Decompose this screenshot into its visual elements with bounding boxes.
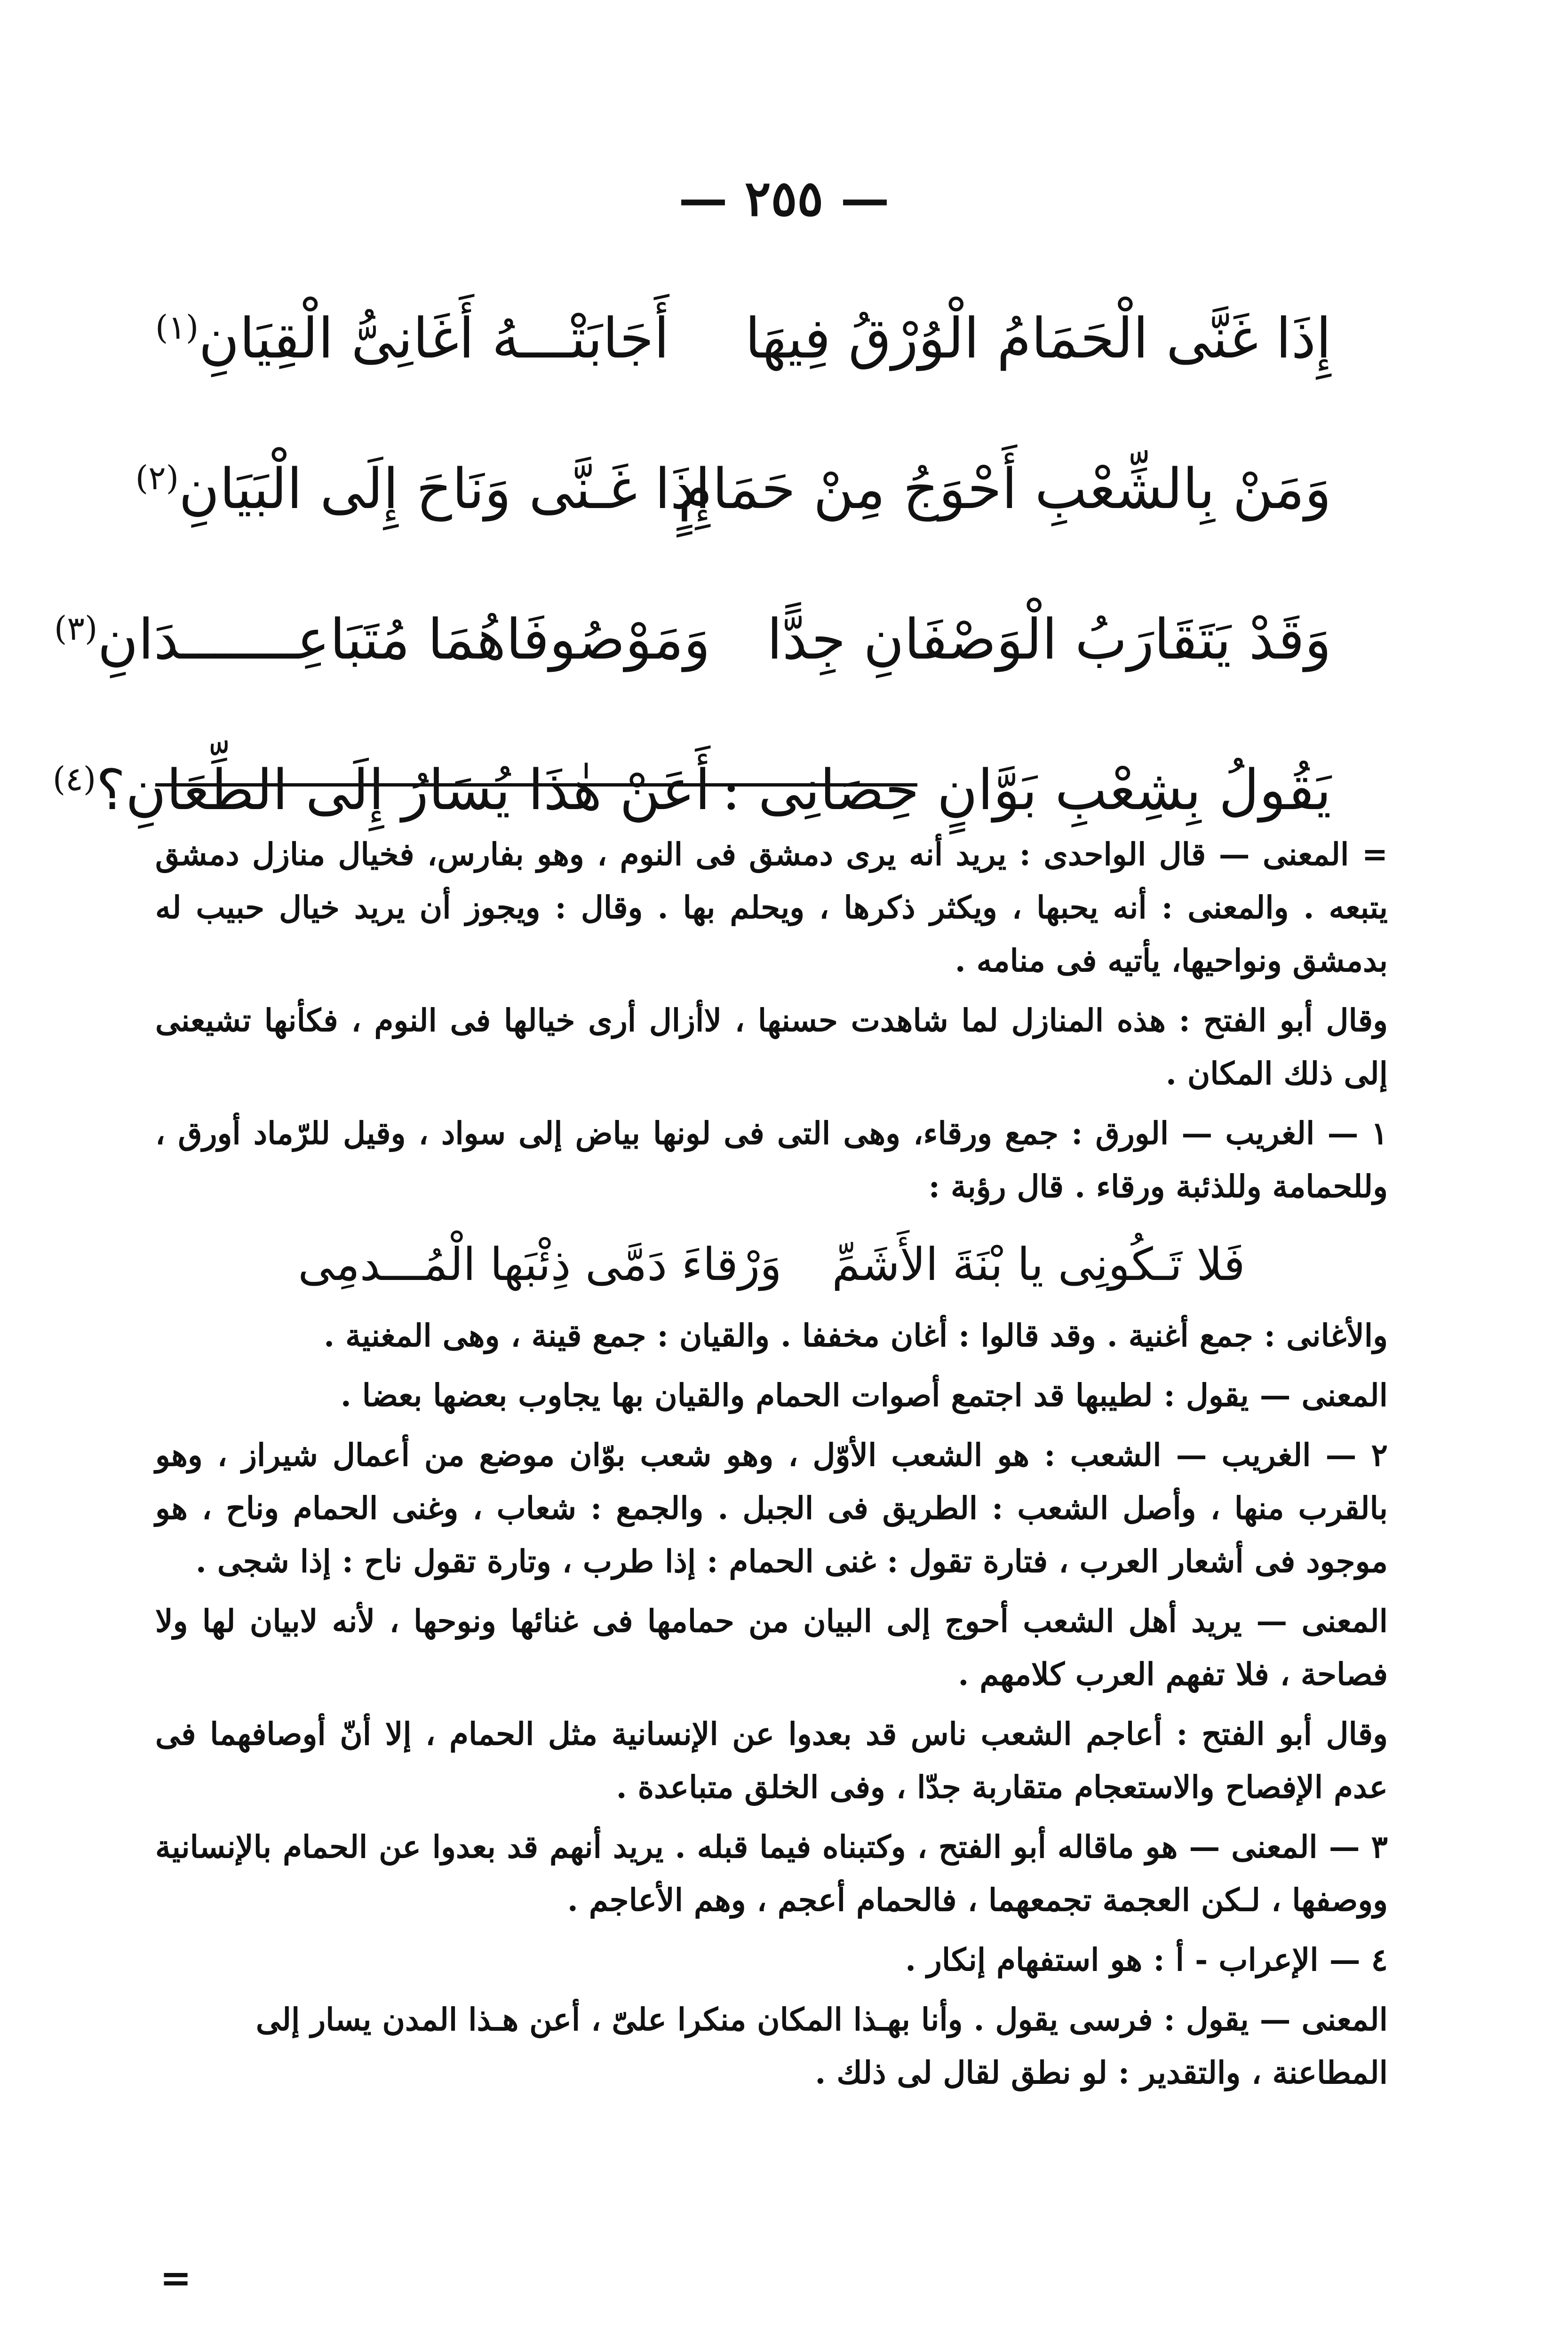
verse-4-first-hemistich: يَقُولُ بِشِعْبِ بَوَّانٍ حِصَانِى : [722,757,1331,823]
verse-3 [54,564,1331,715]
verse-4-second-text: أَعَنْ هٰذَا يُسَارُ إِلَى الطِّعَانِ؟ [96,757,710,823]
footnote-marker-4: (٤) [52,759,96,798]
quoted-verse-rubah [155,1220,1388,1309]
page-number: — ٢٥٥ — [678,169,890,227]
commentary-paragraph-4: والأغانى : جمع أغنية . وقد قالوا : أغان مخففا . والقيان : جمع قينة ، وهى المغنية . [324,1317,1388,1354]
continuation-mark: = [160,2256,192,2300]
commentary-block [155,828,1388,2106]
verse-2 [135,414,1331,564]
verse-3-second-hemistich [54,606,710,673]
commentary-paragraph-5: المعنى — يقول : لطيبها قد اجتمع أصوات الحمام والقيان بها يجاوب بعضها بعضا . [340,1377,1388,1414]
verse-3-first-hemistich: وَقَدْ يَتَقَارَبُ الْوَصْفَانِ جِدًّا [767,607,1331,672]
commentary-paragraph-3: ١ — الغريب — الورق : جمع ورقاء، وهى التى فى لونها بياض إلى سواد ، وقيل للرّماد أورق ، وللحمامة وللذئبة ورقاء . قال رؤبة : [155,1115,1388,1205]
verse-2-second-text: إِذَا غَـنَّى وَنَاحَ إِلَى الْبَيَانِ [179,456,710,522]
verse-1-second-hemistich [155,305,710,372]
verse-1 [155,263,1331,414]
quoted-verse-first-hemistich: فَلا تَـكُونِى يا بْنَةَ الأَشَمِّ [832,1238,1245,1291]
verse-2-first-hemistich: وَمَنْ بِالشِّعْبِ أَحْوَجُ مِنْ حَمَامٍ [678,456,1331,522]
commentary-paragraph-7: المعنى — يريد أهل الشعب أحوج إلى البيان من حمامها فى غنائها ونوحها ، لأنه لابيان لها ولا فصاحة ، فلا تفهم العرب كلامهم . [155,1603,1388,1692]
footnote-marker-2: (٢) [135,458,179,497]
commentary-paragraph-8: وقال أبو الفتح : أعاجم الشعب ناس قد بعدوا عن الإنسانية مثل الحمام ، إلا أنّ أوصافهما فى عدم الإفصاح والاستعجام متقاربة جدّا ، وفى الخلق متباعدة . [155,1716,1388,1805]
commentary-paragraph-6: ٢ — الغريب — الشعب : هو الشعب الأوّل ، وهو شعب بوّان موضع من أعمال شيراز ، وهو بالقرب منها ، وأصل الشعب : الطريق فى الجبل . والجمع : شعاب ، وغنى الحمام وناح ، هو موجود فى أشعار العرب ، فتارة تقول : غنى الحمام : إذا طرب ، وتارة تقول ناح : إذا شجى . [155,1437,1388,1580]
verse-2-second-hemistich [135,456,710,523]
commentary-paragraph-1: = المعنى — قال الواحدى : يريد أنه يرى دمشق فى النوم ، وهو بفارس، فخيال منازل دمشق يتبعه . والمعنى : أنه يحبها ، ويكثر ذكرها ، ويحلم بها . وقال : ويجوز أن يريد خيال حبيب له بدمشق ونواحيها، يأتيه فى منامه . [155,836,1388,979]
verse-4-second-hemistich [52,757,710,824]
footnote-marker-1: (١) [155,308,199,347]
commentary-paragraph-11: المعنى — يقول : فرسى يقول . وأنا بهـذا المكان منكرا علىّ ، أعن هـذا المدن يسار إلى المطاعنة ، والتقدير : لو نطق لقال لى ذلك . [255,2001,1388,2091]
footnote-separator-rule [155,783,917,787]
footnote-marker-3: (٣) [54,609,98,648]
commentary-paragraph-9: ٣ — المعنى — هو ماقاله أبو الفتح ، وكتبناه فيما قبله . يريد أنهم قد بعدوا عن الحمام بالإنسانية ووصفها ، لـكن العجمة تجمعهما ، فالحمام أعجم ، وهم الأعاجم . [155,1828,1388,1918]
quoted-verse-second-hemistich: وَرْقاءَ دَمَّى ذِئْبَها الْمُـــدمِى [298,1238,782,1291]
poem-block [52,263,1331,866]
commentary-paragraph-10: ٤ — الإعراب - أ : هو استفهام إنكار . [905,1941,1388,1978]
verse-3-second-text: وَمَوْصُوفَاهُمَا مُتَبَاعِـــــــدَانِ [97,607,710,672]
verse-1-second-text: أَجَابَتْـــهُ أَغَانِىُّ الْقِيَانِ [199,306,669,371]
commentary-paragraph-2: وقال أبو الفتح : هذه المنازل لما شاهدت حسنها ، لاأزال أرى خيالها فى النوم ، فكأنها تشيعنى إلى ذلك المكان . [155,1002,1388,1092]
verse-1-first-hemistich: إِذَا غَنَّى الْحَمَامُ الْوُرْقُ فِيهَا [745,306,1331,371]
